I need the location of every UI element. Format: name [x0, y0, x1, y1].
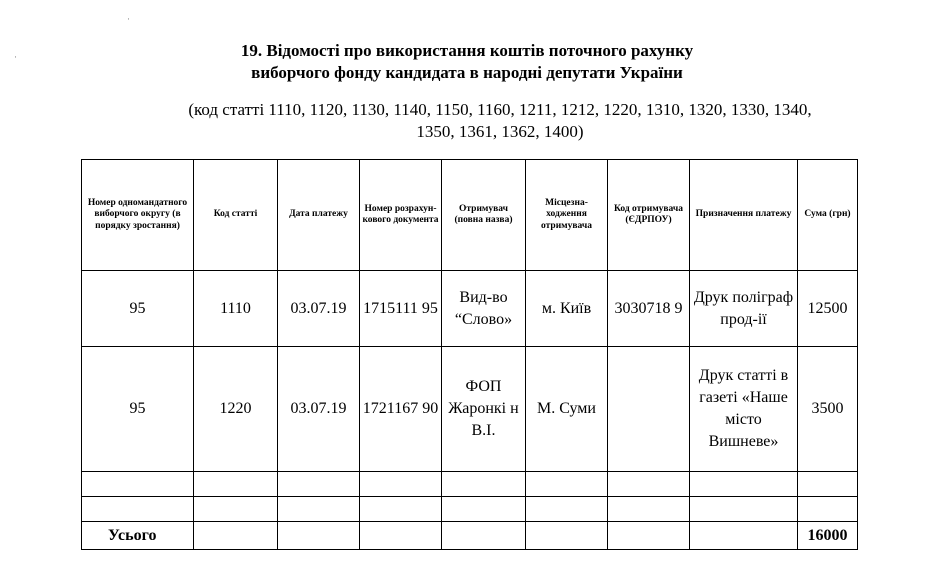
title-line-1: 19. Відомості про використання коштів поточного рахунку — [240, 41, 694, 60]
cell-district-number: 95 — [82, 347, 194, 472]
document-title — [0, 40, 934, 84]
header-payment-date: Дата платежу — [278, 160, 360, 271]
cell-payment-purpose: Друк статті в газеті «Наше місто Вишневе» — [690, 347, 798, 472]
empty-row — [82, 472, 858, 497]
cell-payment-purpose: Друк поліграф прод-ії — [690, 271, 798, 347]
article-codes — [100, 99, 900, 143]
article-codes-line-1: (код статті 1110, 1120, 1130, 1140, 1150, 1160, 1211, 1212, 1220, 1310, 1320, 1330, 1340, — [188, 100, 812, 119]
header-document-number: Номер розрахун-кового документа — [360, 160, 442, 271]
total-label: Усього — [82, 522, 194, 550]
table-row — [82, 271, 858, 347]
scan-speck: · — [14, 52, 17, 62]
cell-recipient-location: М. Суми — [526, 347, 608, 472]
article-codes-line-2: 1350, 1361, 1362, 1400) — [416, 122, 584, 141]
header-district-number: Номер одномандатного виборчого округу (в порядку зростання) — [82, 160, 194, 271]
cell-recipient-location: м. Київ — [526, 271, 608, 347]
cell-document-number: 1721167 90 — [360, 347, 442, 472]
expenditure-table — [81, 159, 858, 550]
header-amount: Сума (грн) — [798, 160, 858, 271]
cell-document-number: 1715111 95 — [360, 271, 442, 347]
header-article-code: Код статті — [194, 160, 278, 271]
empty-row — [82, 497, 858, 522]
cell-district-number: 95 — [82, 271, 194, 347]
cell-payment-date: 03.07.19 — [278, 347, 360, 472]
header-payment-purpose: Призначення платежу — [690, 160, 798, 271]
cell-payment-date: 03.07.19 — [278, 271, 360, 347]
cell-recipient-code — [608, 347, 690, 472]
cell-article-code: 1220 — [194, 347, 278, 472]
header-recipient: Отримувач (повна назва) — [442, 160, 526, 271]
cell-article-code: 1110 — [194, 271, 278, 347]
total-amount: 16000 — [798, 522, 858, 550]
cell-amount: 3500 — [798, 347, 858, 472]
table-row — [82, 347, 858, 472]
cell-amount: 12500 — [798, 271, 858, 347]
cell-recipient: ФОП Жаронкі н В.І. — [442, 347, 526, 472]
header-recipient-location: Місцезна-ходження отримувача — [526, 160, 608, 271]
cell-recipient: Вид-во “Слово» — [442, 271, 526, 347]
table-header-row — [82, 160, 858, 271]
total-row — [82, 522, 858, 550]
cell-recipient-code: 3030718 9 — [608, 271, 690, 347]
header-recipient-code: Код отримувача (ЄДРПОУ) — [608, 160, 690, 271]
scan-speck: · — [127, 14, 130, 24]
title-line-2: виборчого фонду кандидата в народні депутати України — [251, 63, 683, 82]
